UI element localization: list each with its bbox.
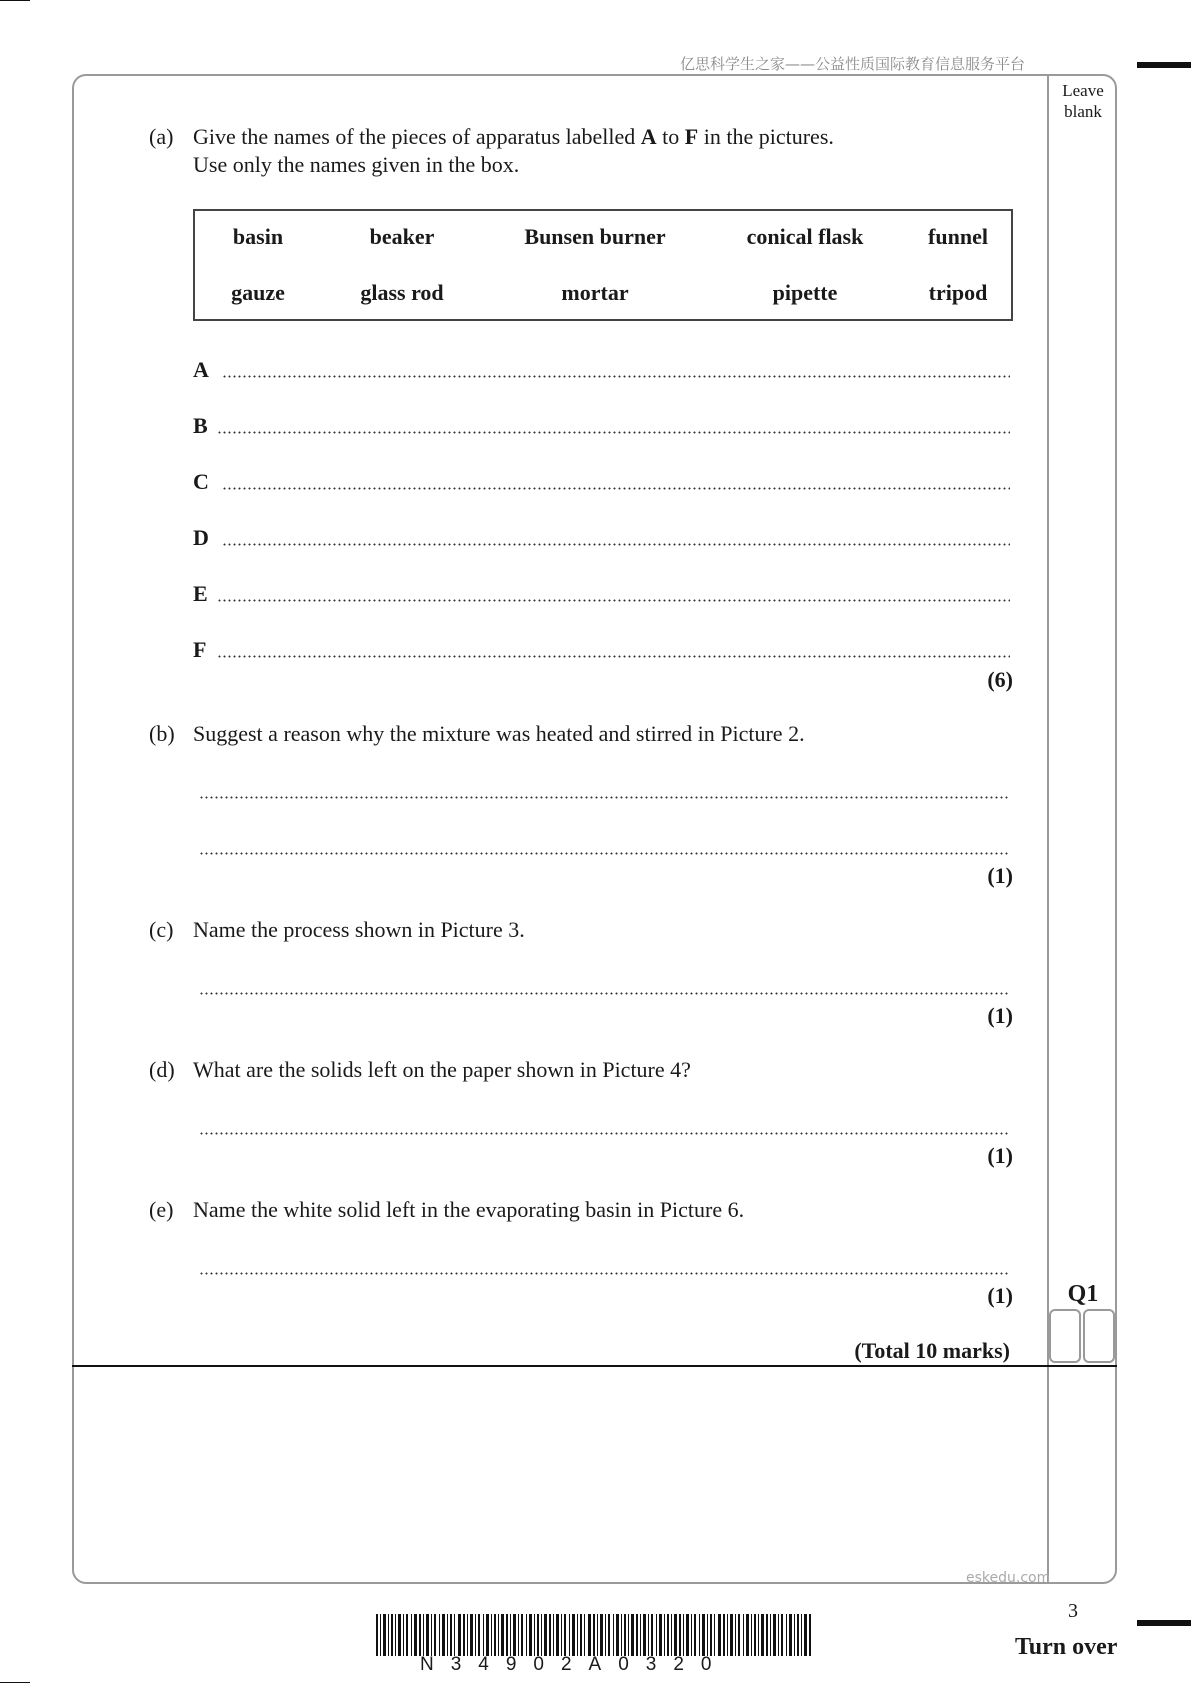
crop-mark [0,1682,30,1683]
word-bunsen-burner: Bunsen burner [524,224,666,249]
registration-bar [1137,1620,1191,1626]
question-b-text: Suggest a reason why the mixture was heated and stirred in Picture 2. [193,721,805,746]
question-e-label: (e) [149,1197,174,1222]
answer-line-a[interactable] [222,375,1010,378]
answer-label-b: B [193,413,208,438]
answer-line-b2[interactable] [199,852,1010,855]
word-gauze: gauze [231,280,285,305]
section-divider [72,1365,1117,1367]
marks-c: (1) [987,1003,1013,1028]
registration-bar [1137,62,1191,68]
question-c-text: Name the process shown in Picture 3. [193,917,525,942]
question-e-text: Name the white solid left in the evaporating basin in Picture 6. [193,1197,745,1222]
question-b-label: (b) [149,721,175,746]
question-d-text: What are the solids left on the paper shown in Picture 4? [193,1057,691,1082]
word-beaker: beaker [369,224,435,249]
leave-blank-label: Leave blank [1062,81,1104,121]
answer-line-d1[interactable] [199,1132,1010,1135]
answer-label-d: D [193,525,209,550]
footer-watermark: eskedu.com [966,1570,1051,1586]
answer-line-e1[interactable] [199,1272,1010,1275]
question-d-label: (d) [149,1057,175,1082]
answer-line-d[interactable] [222,543,1010,546]
question-a-instruction: Use only the names given in the box. [193,152,520,177]
answer-line-f[interactable] [217,655,1010,658]
word-tripod: tripod [928,280,988,305]
answer-label-c: C [193,469,209,494]
turn-over-label: Turn over [1015,1634,1118,1660]
word-funnel: funnel [928,224,988,249]
question-number: Q1 [1067,1281,1099,1307]
answer-line-c[interactable] [222,487,1010,490]
examiner-mark-box[interactable] [1083,1309,1115,1363]
header-watermark: 亿思科学生之家——公益性质国际教育信息服务平台 [680,55,1026,73]
answer-label-a: A [193,357,209,382]
answer-line-b[interactable] [217,431,1010,434]
word-glass-rod: glass rod [360,280,444,305]
word-basin: basin [232,224,284,249]
word-pipette: pipette [772,280,838,305]
answer-line-c1[interactable] [199,992,1010,995]
barcode-icon [376,1614,811,1656]
marks-d: (1) [987,1143,1013,1168]
crop-mark [0,0,30,1]
total-marks: (Total 10 marks) [854,1338,1010,1363]
question-a-text: Give the names of the pieces of apparatus labelled A to F in the pictures. [193,124,834,149]
examiner-mark-box[interactable] [1049,1309,1081,1363]
barcode-text: N34902A0320 [420,1654,729,1675]
page-number: 3 [1068,1600,1078,1622]
answer-label-f: F [193,637,207,662]
answer-line-b1[interactable] [199,796,1010,799]
marks-a: (6) [987,667,1013,692]
answer-line-e[interactable] [217,599,1010,602]
marks-b: (1) [987,863,1013,888]
question-a-label: (a) [149,124,174,149]
word-conical-flask: conical flask [746,224,864,249]
marks-e: (1) [987,1283,1013,1308]
answer-label-e: E [193,581,208,606]
word-mortar: mortar [561,280,629,305]
question-c-label: (c) [149,917,174,942]
